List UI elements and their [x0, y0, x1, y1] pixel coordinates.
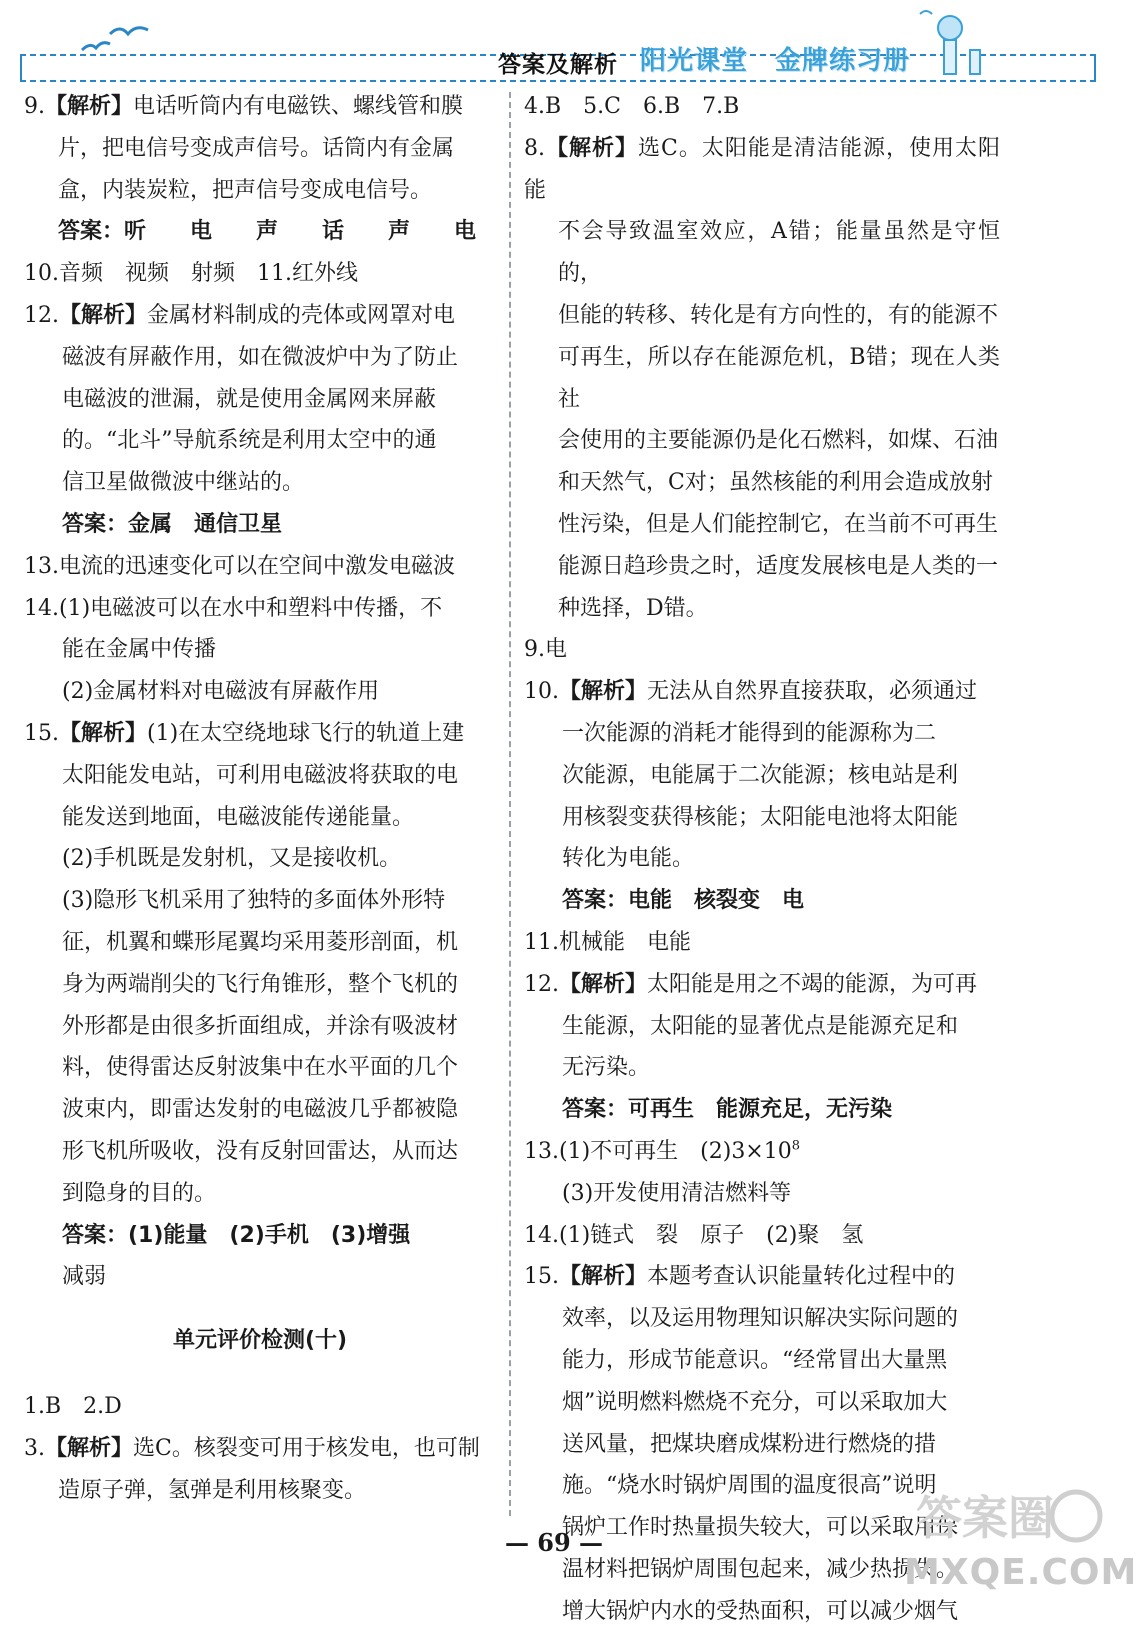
- q9-answer: 答案：听 电 声 话 声 电: [58, 219, 477, 245]
- watermark-text: MXQE.COM: [904, 1552, 1137, 1593]
- unit-q1-q2: 1.B 2.D: [24, 1393, 122, 1419]
- lighthouse-icon: [900, 6, 1010, 80]
- q8-line8: 能源日趋珍贵之时，适度发展核电是人类的一: [558, 553, 999, 579]
- q15r-line3: 能力，形成节能意识。“经常冒出大量黑: [562, 1347, 948, 1373]
- q15-line7: 身为两端削尖的飞行角锥形，整个飞机的: [62, 971, 459, 997]
- q10r-line2: 一次能源的消耗才能得到的能源称为二: [562, 720, 937, 746]
- brand-title: 阳光课堂 金牌练习册: [640, 46, 911, 76]
- q15r-line9: 增大锅炉内水的受热面积，可以减少烟气: [562, 1598, 959, 1624]
- q13r-line1: [524, 1131, 1000, 1173]
- q15-line11: 形飞机所吸收，没有反射回雷达，从而达: [62, 1138, 459, 1164]
- q15-answer: 答案：(1)能量 (2)手机 (3)增强: [62, 1222, 411, 1248]
- q12r-line1: 12.【解析】太阳能是用之不竭的能源，为可再: [524, 971, 978, 997]
- q8-line4: 可再生，所以存在能源危机，B错；现在人类社: [558, 344, 1000, 412]
- q10r-line1: 10.【解析】无法从自然界直接获取，必须通过: [524, 679, 978, 705]
- q8-line5: 会使用的主要能源仍是化石燃料，如煤、石油: [558, 428, 999, 454]
- q8-line1: 8.【解析】选C。太阳能是清洁能源，使用太阳能: [524, 135, 1000, 203]
- q8-line3: 但能的转移、转化是有方向性的，有的能源不: [558, 302, 999, 328]
- q15-line5: (3)隐形飞机采用了独特的多面体外形特: [62, 888, 446, 914]
- header-bracket-right: [1094, 54, 1096, 80]
- q15-line3: 能发送到地面，电磁波能传递能量。: [62, 804, 415, 830]
- q8-line9: 种选择，D错。: [558, 595, 708, 621]
- q15-line4: (2)手机既是发射机，又是接收机。: [62, 846, 402, 872]
- q12-line2: 磁波有屏蔽作用，如在微波炉中为了防止: [62, 344, 459, 370]
- page-number: — 69 —: [504, 1528, 604, 1557]
- q14-line2: 能在金属中传播: [62, 637, 217, 663]
- q15-line12: 到隐身的目的。: [62, 1180, 217, 1206]
- q13r-text: 13.(1)不可再生 (2)3×10: [524, 1138, 792, 1164]
- q15r-line8: 温材料把锅炉周围包起来，减少热损失。: [562, 1556, 959, 1582]
- q15-answer-cont: 减弱: [62, 1264, 107, 1290]
- q12-line4: 的。“北斗”导航系统是利用太空中的通: [62, 428, 437, 454]
- q15-line8: 外形都是由很多折面组成，并涂有吸波材: [62, 1013, 459, 1039]
- q9-line1: 9.【解析】电话听筒内有电磁铁、螺线管和膜: [24, 94, 464, 119]
- q12-line1: 12.【解析】金属材料制成的壳体或网罩对电: [24, 302, 456, 328]
- q10r-line3: 次能源，电能属于二次能源；核电站是利: [562, 762, 959, 788]
- left-column: [24, 86, 496, 1511]
- q15r-line2: 效率，以及运用物理知识解决实际问题的: [562, 1306, 959, 1332]
- q9-line3: 盒，内装炭粒，把声信号变成电信号。: [58, 177, 433, 203]
- svg-text:答案圈: 答案圈: [916, 1491, 1054, 1545]
- q12r-line3: 无污染。: [562, 1055, 651, 1081]
- q12-answer: 答案：金属 通信卫星: [62, 511, 283, 537]
- q8-line7: 性污染，但是人们能控制它，在当前不可再生: [558, 511, 999, 537]
- q10-q11-line: 10.音频 视频 射频 11.红外线: [24, 261, 358, 287]
- q13-line: 13.电流的迅速变化可以在空间中激发电磁波: [24, 553, 455, 579]
- q9-line2: 片，把电信号变成声信号。话筒内有金属: [58, 135, 455, 161]
- q15-line2: 太阳能发电站，可利用电磁波将获取的电: [62, 762, 459, 788]
- q15r-line1: 15.【解析】本题考查认识能量转化过程中的: [524, 1264, 956, 1290]
- q8-line6: 和天然气，C对；虽然核能的利用会造成放射: [558, 470, 993, 496]
- q15r-line7: 锅炉工作时热量损失较大，可以采取用保: [562, 1515, 959, 1541]
- q15-line1: 15.【解析】(1)在太空绕地球飞行的轨道上建: [24, 720, 465, 746]
- q15r-line6: 施。“烧水时锅炉周围的温度很高”说明: [562, 1473, 937, 1499]
- section-label: 答案及解析: [498, 52, 618, 78]
- q15-line9: 料，使得雷达反射波集中在水平面的几个: [62, 1055, 459, 1081]
- q13r-line2: (3)开发使用清洁燃料等: [562, 1180, 792, 1206]
- q10r-line4: 用核裂变获得核能；太阳能电池将太阳能: [562, 804, 959, 830]
- q14-line1: 14.(1)电磁波可以在水中和塑料中传播，不: [24, 595, 443, 621]
- q12-line5: 信卫星做微波中继站的。: [62, 470, 305, 496]
- unit-q3-line2: 造原子弹，氢弹是利用核聚变。: [58, 1477, 367, 1503]
- unit-q3-line1: 3.【解析】选C。核裂变可用于核发电，也可制: [24, 1435, 480, 1461]
- q12r-line2: 生能源，太阳能的显著优点是能源充足和: [562, 1013, 959, 1039]
- section-title: 单元评价检测(十): [172, 1328, 348, 1354]
- q10r-line5: 转化为电能。: [562, 846, 695, 872]
- watermark-logo: [904, 1478, 1104, 1558]
- q15-line6: 征，机翼和蝶形尾翼均采用菱形剖面，机: [62, 929, 459, 955]
- q15r-line5: 送风量，把煤块磨成煤粉进行燃烧的措: [562, 1431, 937, 1457]
- right-column: [524, 86, 1000, 1632]
- q15r-line4: 烟”说明燃料燃烧不充分，可以采取加大: [562, 1389, 948, 1415]
- q8-line2: 不会导致温室效应，A错；能量虽然是守恒的，: [558, 219, 1000, 287]
- page-header: [20, 6, 1096, 80]
- q13r-exponent: 8: [791, 1138, 801, 1154]
- q10r-answer: 答案：电能 核裂变 电: [562, 888, 805, 914]
- q14r-line: 14.(1)链式 裂 原子 (2)聚 氢: [524, 1222, 864, 1248]
- header-rule-bottom: [20, 80, 1096, 82]
- watermark: [904, 1478, 1137, 1596]
- q4-7-line: 4.B 5.C 6.B 7.B: [524, 94, 740, 119]
- q15-line10: 波束内，即雷达发射的电磁波几乎都被隐: [62, 1097, 459, 1123]
- q12r-answer: 答案：可再生 能源充足，无污染: [562, 1097, 893, 1123]
- header-bracket-left: [20, 54, 22, 80]
- column-divider: [509, 92, 511, 1516]
- q11r-line: 11.机械能 电能: [524, 929, 691, 955]
- q14-line3: (2)金属材料对电磁波有屏蔽作用: [62, 679, 380, 705]
- q12-line3: 电磁波的泄漏，就是使用金属网来屏蔽: [62, 386, 437, 412]
- q9-right: 9.电: [524, 637, 567, 663]
